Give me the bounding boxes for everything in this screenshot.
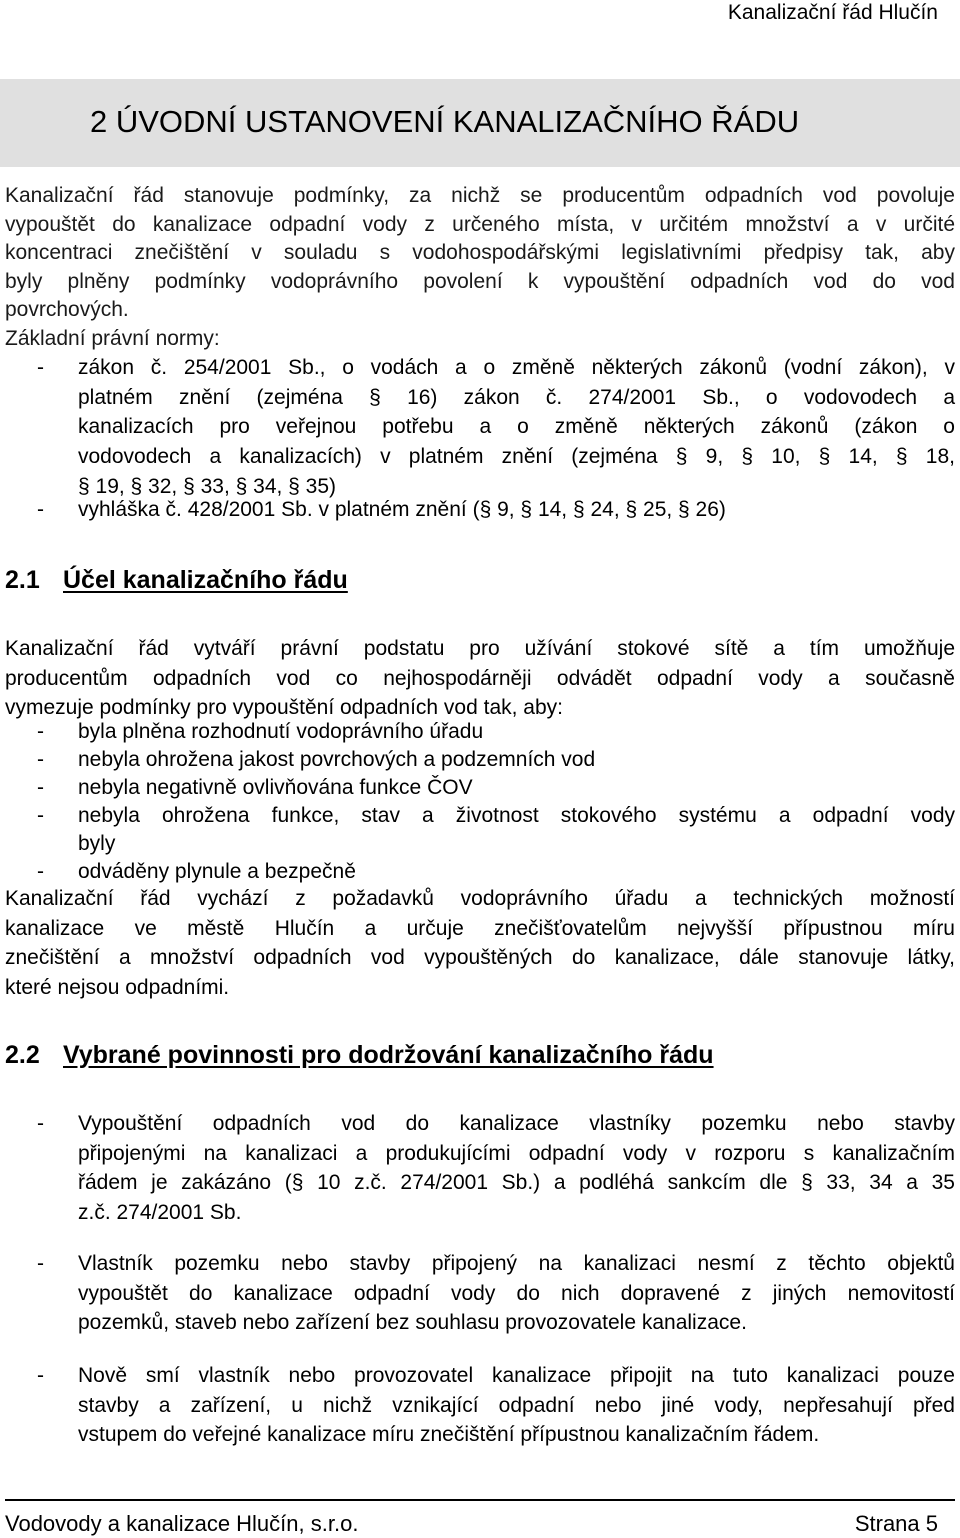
section-2-1-paragraph <box>5 634 955 723</box>
text-line: připojenými na kanalizaci a produkujícími odpadní vody v rozporu s kanalizačním <box>78 1141 955 1165</box>
chapter-title: 2 ÚVODNÍ USTANOVENÍ KANALIZAČNÍHO ŘÁDU <box>90 104 800 139</box>
text-line: nebyla ohrožena jakost povrchových a podzemních vod <box>78 748 596 771</box>
text-line: platném znění (zejména § 16) zákon č. 274/2001 Sb., o vodovodech a <box>78 385 955 409</box>
text-line: § 19, § 32, § 33, § 34, § 35) <box>78 474 337 498</box>
list-item <box>5 746 955 774</box>
text-line: byly <box>78 832 116 856</box>
list-item <box>5 858 955 886</box>
text-line: koncentraci znečištění v souladu s vodohospodářskými legislativními předpisy tak, aby <box>5 241 955 265</box>
list-dash: - <box>37 498 44 521</box>
text-line: nebyla ohrožena funkce, stav a životnost stokového systému a odpadní vody <box>78 804 955 827</box>
obligation-item <box>5 1249 955 1338</box>
text-line: stavby a zařízení, u nichž vznikající odpadní nebo jiné vody, nepřesahují před <box>78 1393 955 1417</box>
norm-item <box>5 353 955 502</box>
text-line: zákon č. 254/2001 Sb., o vodách a o změně některých zákonů (vodní zákon), v <box>78 356 955 379</box>
norm-item <box>5 495 955 525</box>
list-dash: - <box>37 1112 44 1135</box>
text-line: povrchových. <box>5 298 129 322</box>
text-line: pozemků, staveb nebo zařízení bez souhlasu provozovatele kanalizace. <box>78 1311 747 1335</box>
footer-page-number: Strana 5 <box>854 1511 938 1536</box>
text-line: nebyla negativně ovlivňována funkce ČOV <box>78 776 473 799</box>
text-line: řádem je zakázáno (§ 10 z.č. 274/2001 Sb.) a podléhá sankcím dle § 33, 34 a 35 <box>78 1171 955 1195</box>
section-title: Vybrané povinnosti pro dodržování kanalizačního řádu <box>63 1041 714 1069</box>
text-line: odváděny plynule a bezpečně <box>78 860 356 883</box>
section-heading-2-1 <box>5 564 348 596</box>
list-dash: - <box>37 1252 44 1275</box>
text-line: vymezuje podmínky pro vypouštění odpadních vod tak, aby: <box>5 696 563 719</box>
footer-rule <box>5 1499 955 1501</box>
list-dash: - <box>37 748 44 771</box>
text-line: byla plněna rozhodnutí vodoprávního úřadu <box>78 720 484 743</box>
footer-company: Vodovody a kanalizace Hlučín, s.r.o. <box>5 1511 359 1536</box>
text-line: Kanalizační řád vytváří právní podstatu pro užívání stokové sítě a tím umožňuje <box>5 637 955 660</box>
text-line: znečištění a množství odpadních vod vypouštěných do kanalizace, dále stanovuje látky, <box>5 946 955 969</box>
list-dash: - <box>37 804 44 827</box>
text-line: vypouštět do kanalizace odpadní vody do nich dopravené z jiných nemovitostí <box>78 1281 955 1305</box>
text-line: Kanalizační řád stanovuje podmínky, za nichž se producentům odpadních vod povoluje <box>5 184 955 207</box>
section-number: 2.2 <box>5 1041 40 1069</box>
text-line: vodovodech a kanalizacích) v platném znění (zejména § 9, § 10, § 14, § 18, <box>78 445 955 469</box>
list-item <box>5 802 955 859</box>
text-line: Vlastník pozemku nebo stavby připojený na kanalizaci nesmí z těchto objektů <box>78 1252 955 1275</box>
text-line: z.č. 274/2001 Sb. <box>78 1201 242 1225</box>
text-line: producentům odpadních vod co nejhospodárněji odvádět odpadní vody a současně <box>5 666 955 690</box>
text-line: kanalizacích pro veřejnou potřebu a o změně některých zákonů (zákon o <box>78 415 955 439</box>
text-line: byly plněny podmínky vodoprávního povolení k vypouštění odpadních vod do vod <box>5 269 955 293</box>
section-2-1-paragraph-2 <box>5 884 955 1002</box>
text-line: Vypouštění odpadních vod do kanalizace vlastníky pozemku nebo stavby <box>78 1112 955 1135</box>
obligation-item <box>5 1361 955 1450</box>
list-dash: - <box>37 776 44 799</box>
text-line: vstupem do veřejné kanalizace míru znečištění přípustnou kanalizačním řádem. <box>78 1423 820 1447</box>
norms-label: Základní právní normy: <box>5 326 220 350</box>
list-dash: - <box>37 860 44 883</box>
text-line: vypouštět do kanalizace odpadní vody z určeného místa, v určitém množství a v určité <box>5 212 955 236</box>
list-item <box>5 718 955 746</box>
list-dash: - <box>37 720 44 743</box>
obligation-item <box>5 1109 955 1228</box>
list-dash: - <box>37 1364 44 1387</box>
section-title: Účel kanalizačního řádu <box>63 566 348 594</box>
text-line: Kanalizační řád vychází z požadavků vodoprávního úřadu a technických možností <box>5 887 955 910</box>
running-header: Kanalizační řád Hlučín <box>727 1 938 24</box>
text-line: které nejsou odpadními. <box>5 975 230 999</box>
section-heading-2-2 <box>5 1039 714 1071</box>
list-dash: - <box>37 356 44 379</box>
section-number: 2.1 <box>5 566 40 594</box>
text-line: vyhláška č. 428/2001 Sb. v platném znění (§ 9, § 14, § 24, § 25, § 26) <box>78 498 726 521</box>
text-line: Nově smí vlastník nebo provozovatel kanalizace připojit na tuto kanalizaci pouze <box>78 1364 955 1387</box>
intro-paragraph <box>5 182 955 354</box>
text-line: kanalizace ve městě Hlučín a určuje znečišťovatelům nejvyšší přípustnou míru <box>5 916 955 940</box>
list-item <box>5 774 955 802</box>
